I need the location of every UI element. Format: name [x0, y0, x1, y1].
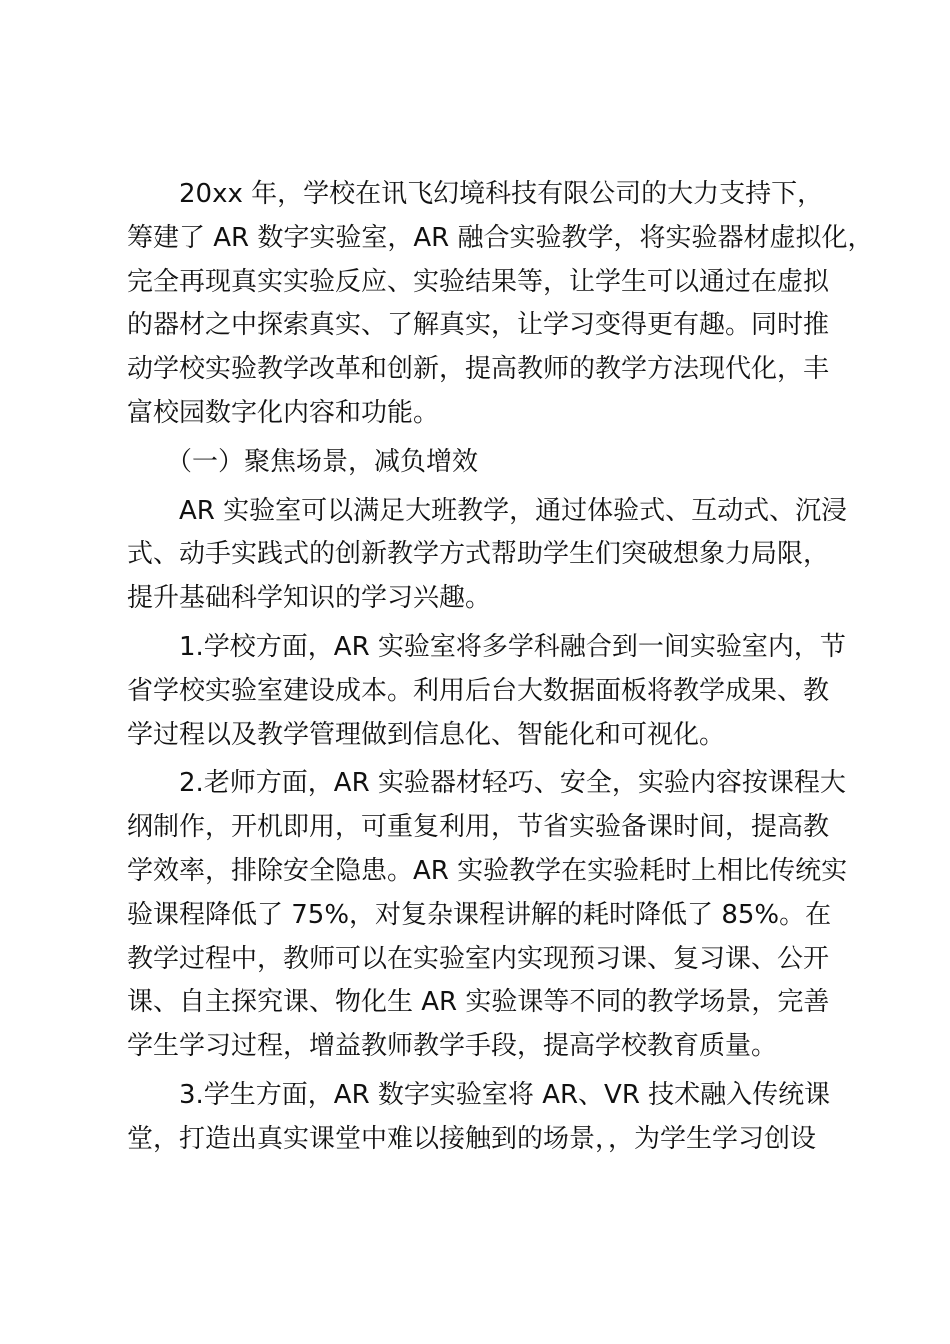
text-line: 课、自主探究课、物化生 AR 实验课等不同的教学场景，完善: [127, 987, 830, 1018]
paragraph-teacher: [127, 762, 848, 1069]
text-line: 完全再现真实实验反应、实验结果等，让学生可以通过在虚拟: [127, 266, 830, 297]
text-line: 学生学习过程，增益教师教学手段，提高学校教育质量。: [127, 1031, 778, 1062]
text-line: 学过程以及教学管理做到信息化、智能化和可视化。: [127, 719, 726, 750]
text-line: 20xx 年，学校在讯飞幻境科技有限公司的大力支持下，: [127, 179, 824, 209]
text-line: 省学校实验室建设成本。利用后台大数据面板将教学成果、教: [127, 675, 830, 706]
text-line: 的器材之中探索真实、了解真实，让学习变得更有趣。同时推: [127, 310, 830, 341]
text-line: 1.学校方面，AR 实验室将多学科融合到一间实验室内，节: [127, 631, 846, 662]
paragraph-school: [127, 626, 846, 757]
text-line: 提升基础科学知识的学习兴趣。: [127, 583, 492, 614]
paragraph-intro: [127, 173, 874, 436]
heading-line: （一）聚焦场景，减负增效: [127, 446, 479, 477]
text-line: 富校园数字化内容和功能。: [127, 397, 440, 428]
text-line: 堂，打造出真实课堂中难以接触到的场景，，为学生学习创设: [127, 1123, 817, 1154]
text-line: 纲制作，开机即用，可重复利用，节省实验备课时间，提高教: [127, 812, 830, 843]
text-line: 教学过程中，教师可以在实验室内实现预习课、复习课、公开: [127, 943, 830, 974]
text-line: 2.老师方面，AR 实验器材轻巧、安全，实验内容按课程大: [127, 768, 846, 799]
document-body: [127, 173, 874, 1162]
text-line: 动学校实验教学改革和创新，提高教师的教学方法现代化，丰: [127, 354, 830, 385]
section-heading: [127, 441, 835, 485]
text-line: 筹建了 AR 数字实验室，AR 融合实验教学，将实验器材虚拟化，: [127, 222, 874, 253]
text-line: 式、动手实践式的创新教学方式帮助学生们突破想象力局限，: [127, 539, 830, 570]
text-line: 学效率，排除安全隐患。AR 实验教学在实验耗时上相比传统实: [127, 855, 848, 886]
paragraph-ar-lab: [127, 490, 848, 621]
text-line: 3.学生方面，AR 数字实验室将 AR、VR 技术融入传统课: [127, 1079, 831, 1110]
text-line: AR 实验室可以满足大班教学，通过体验式、互动式、沉浸: [127, 495, 848, 526]
paragraph-student: [127, 1074, 835, 1162]
text-line: 验课程降低了 75%，对复杂课程讲解的耗时降低了 85%。在: [127, 899, 832, 930]
